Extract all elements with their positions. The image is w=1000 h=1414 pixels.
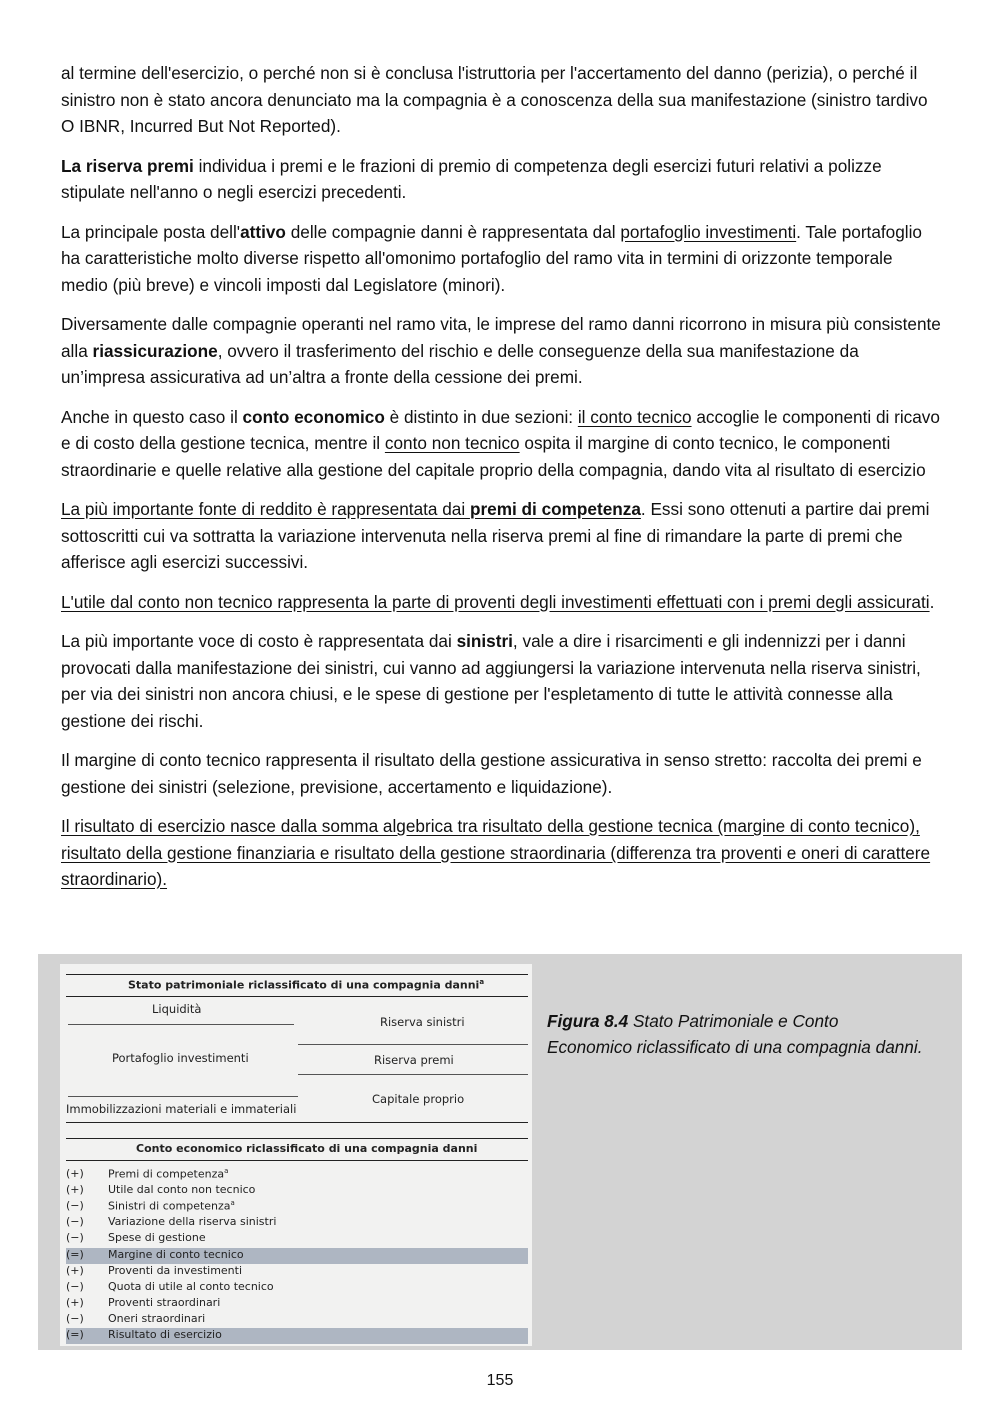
conto-economico-row — [66, 1328, 528, 1344]
row-label — [108, 1199, 235, 1213]
sp-right-3: Capitale proprio — [372, 1092, 465, 1106]
conto-economico-title: Conto economico riclassificato di una compagnia danni — [136, 1142, 478, 1155]
figure-image — [60, 964, 532, 1346]
text-segment: Anche in questo caso il — [61, 406, 243, 427]
footnote-marker: a — [224, 1167, 229, 1175]
row-sign: (−) — [66, 1279, 84, 1293]
text-segment: Il margine di conto tecnico rappresenta il risultato della gestione assicurativa in senso stretto: raccolta dei premi e gestione dei sinistri (selezione, previsione, accertamento e liquidazione). — [61, 750, 922, 797]
bold-text: La riserva premi — [61, 155, 194, 176]
row-sign: (+) — [66, 1167, 84, 1180]
conto-economico-row — [66, 1280, 528, 1296]
text-segment: , vale a dire i risarcimenti e gli indennizzi per i danni provocati dalla manifestazione dei sinistri, cui vanno ad aggiungersi la variazione intervenuta nella riserva sinistri, per via dei sinistri non ancora chiusi, e le spese di gestione per l'espletamento di tutte le attività connesse alla gestione dei rischi. — [61, 631, 921, 731]
text-segment: Diversamente dalle compagnie operanti nel ramo vita, le imprese del ramo danni ricorrono in misura più consistente alla — [61, 314, 941, 361]
row-label — [108, 1183, 255, 1196]
conto-economico-row — [66, 1248, 528, 1264]
bold-text: riassicurazione — [92, 340, 218, 361]
text-segment: . Tale portafoglio ha caratteristiche molto diverse rispetto all'omonimo portafoglio del ramo vita in termini di orizzonte temporale medio (più breve) e vincoli imposti dal Legislatore (minori). — [61, 221, 922, 295]
row-label — [108, 1312, 205, 1325]
row-label-text: Variazione della riserva sinistri — [108, 1215, 277, 1229]
sp-right-2: Riserva premi — [374, 1053, 454, 1067]
text-segment: . — [929, 591, 935, 612]
divider — [66, 1138, 528, 1139]
row-label — [108, 1280, 274, 1293]
paragraph — [61, 153, 941, 206]
sp-right-1: Riserva sinistri — [380, 1015, 465, 1029]
text-segment: al termine dell'esercizio, o perché non si è conclusa l'istruttoria per l'accertamento del danno (perizia), o perché il sinistro non è stato ancora denunciato ma la compagnia è a conoscenza della sua manifestazione (sinistro tardivo O IBNR, Incurred But Not Reported). — [61, 63, 928, 136]
figure-caption — [547, 1008, 927, 1060]
text-segment: ospita il margine di conto tecnico, le componenti straordinarie e quelle relative alla gestione del capitale proprio della compagnia, dando vita al risultato di esercizio — [61, 433, 926, 480]
row-label — [108, 1167, 228, 1181]
conto-economico-row — [66, 1296, 528, 1312]
conto-economico-row — [66, 1167, 528, 1183]
row-sign: (+) — [66, 1263, 84, 1277]
row-sign: (=) — [66, 1247, 84, 1261]
paragraph — [61, 311, 941, 391]
text-segment: è distinto in due sezioni: — [384, 406, 578, 427]
divider — [68, 1024, 294, 1025]
text-segment: individua i premi e le frazioni di premio di competenza degli esercizi futuri relativi a polizze stipulate nell'anno o negli esercizi precedenti. — [61, 155, 882, 202]
bold-text: conto economico — [242, 406, 385, 427]
bold-text: attivo — [240, 221, 286, 242]
row-label — [108, 1296, 220, 1309]
text-segment: delle compagnie danni è rappresentata dal — [285, 221, 621, 242]
bold-text: premi di competenza — [469, 499, 641, 519]
text-segment: La più importante voce di costo è rappresentata dai — [61, 631, 457, 651]
text-segment: il conto tecnico — [577, 406, 692, 427]
text-segment: La principale posta dell' — [61, 221, 241, 242]
text-segment: L'utile dal conto non tecnico rappresenta la parte di proventi degli investimenti effettuati con i premi degli assicurati — [61, 591, 930, 612]
footnote-marker: a — [230, 1199, 235, 1208]
conto-economico-row — [66, 1199, 528, 1215]
text-segment: . Essi sono ottenuti a partire dai premi sottoscritti cui va sottratta la variazione intervenuta nella riserva premi al fine di rimandare la parte di premi che afferisce agli esercizi successivi. — [61, 499, 930, 572]
figure-box — [38, 954, 962, 1350]
row-label-text: Margine di conto tecnico — [108, 1247, 244, 1261]
sp-left-2: Portafoglio investimenti — [112, 1051, 249, 1065]
paragraph — [61, 219, 941, 299]
paragraph — [61, 813, 941, 893]
paragraph — [61, 404, 941, 484]
text-segment: Il risultato di esercizio nasce dalla somma algebrica tra risultato della gestione tecnica (margine di conto tecnico), risultato della gestione finanziaria e risultato della gestione straordinaria (differenza tra proventi e oneri di carattere straordinario). — [61, 816, 931, 889]
row-label — [108, 1328, 222, 1341]
row-label — [108, 1264, 242, 1277]
text-segment: , ovvero il trasferimento del rischio e delle conseguenze della sua manifestazione da un’impresa assicurativa ad un’altra a fronte della cessione dei premi. — [61, 340, 859, 387]
paragraph — [61, 747, 941, 800]
paragraph — [61, 628, 941, 734]
caption-text: Stato Patrimoniale e Conto Economico riclassificato di una compagnia danni. — [547, 1011, 923, 1057]
row-sign: (−) — [66, 1231, 84, 1245]
conto-economico-row — [66, 1264, 528, 1280]
row-label-text: Risultato di esercizio — [108, 1328, 222, 1341]
caption-label: Figura 8.4 — [547, 1011, 629, 1031]
row-label — [108, 1231, 206, 1244]
conto-economico-row — [66, 1312, 528, 1328]
page-number: 155 — [486, 1372, 514, 1389]
divider — [298, 1074, 528, 1075]
divider — [66, 974, 528, 975]
text-segment: portafoglio investimenti — [620, 221, 797, 242]
conto-economico-row — [66, 1183, 528, 1199]
row-label-text: Spese di gestione — [108, 1231, 206, 1245]
divider — [66, 1160, 528, 1161]
text-segment: accoglie le componenti di ricavo e di costo della gestione tecnica, mentre il — [61, 406, 940, 453]
row-sign: (+) — [66, 1295, 84, 1309]
row-label-text: Quota di utile al conto tecnico — [108, 1279, 274, 1293]
conto-economico-row — [66, 1215, 528, 1231]
row-sign: (+) — [66, 1183, 84, 1197]
divider — [68, 1096, 298, 1097]
body-text — [61, 60, 941, 906]
row-sign: (=) — [66, 1328, 84, 1341]
row-label-text: Sinistri di competenza — [108, 1199, 231, 1213]
row-label-text: Utile dal conto non tecnico — [108, 1183, 256, 1197]
row-sign: (−) — [66, 1199, 84, 1213]
divider — [298, 1044, 528, 1045]
sp-left-1: Liquidità — [152, 1002, 202, 1016]
sp-left-3: Immobilizzazioni materiali e immateriali — [66, 1102, 297, 1116]
conto-economico-row — [66, 1231, 528, 1247]
row-label — [108, 1248, 244, 1261]
paragraph — [61, 60, 941, 140]
row-label-text: Proventi straordinari — [108, 1295, 221, 1309]
row-label-text: Oneri straordinari — [108, 1311, 206, 1325]
row-label-text: Premi di competenza — [108, 1167, 225, 1181]
divider — [66, 1122, 528, 1123]
row-label — [108, 1215, 276, 1228]
paragraph — [61, 496, 941, 576]
text-segment: conto non tecnico — [384, 433, 520, 453]
bold-text: sinistri — [456, 631, 513, 651]
divider — [66, 996, 528, 997]
row-sign: (−) — [66, 1311, 84, 1325]
text-segment: La più importante fonte di reddito è rappresentata dai — [61, 499, 470, 519]
row-label-text: Proventi da investimenti — [108, 1263, 243, 1277]
row-sign: (−) — [66, 1215, 84, 1229]
stato-patrimoniale-title: Stato patrimoniale riclassificato di una compagnia danni$^a$ — [128, 978, 485, 992]
paragraph — [61, 589, 941, 616]
